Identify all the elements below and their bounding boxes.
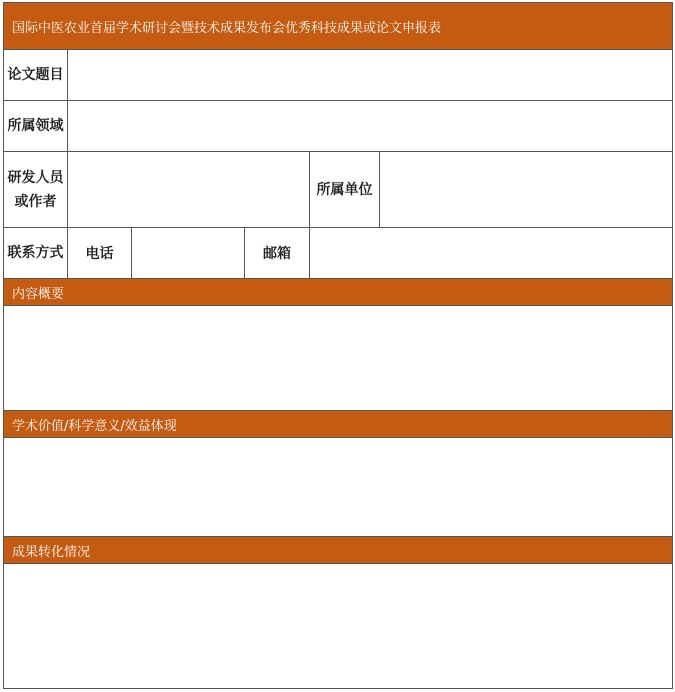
value-header-row (4, 411, 673, 438)
field-input[interactable] (68, 101, 673, 152)
field-row (4, 101, 673, 152)
value-input[interactable] (4, 438, 673, 537)
summary-header: 内容概要 (4, 279, 673, 306)
application-form (3, 2, 673, 689)
value-body-row (4, 438, 673, 537)
summary-body-row (4, 306, 673, 411)
email-label: 邮箱 (245, 228, 310, 279)
unit-input[interactable] (380, 152, 673, 228)
email-input[interactable] (310, 228, 673, 279)
phone-label: 电话 (68, 228, 132, 279)
paper-title-label: 论文题目 (4, 50, 68, 101)
summary-input[interactable] (4, 306, 673, 411)
unit-label: 所属单位 (310, 152, 380, 228)
transfer-header-row (4, 537, 673, 564)
paper-title-row (4, 50, 673, 101)
contact-row (4, 228, 673, 279)
form-title: 国际中医农业首届学术研讨会暨技术成果发布会优秀科技成果或论文申报表 (4, 3, 673, 50)
transfer-body-row (4, 564, 673, 689)
paper-title-field[interactable] (68, 50, 673, 101)
field-label: 所属领域 (4, 101, 68, 152)
contact-label: 联系方式 (4, 228, 68, 279)
author-row (4, 152, 673, 228)
author-input[interactable] (68, 152, 310, 228)
form-title-row (4, 3, 673, 50)
author-label: 研发人员或作者 (4, 152, 68, 228)
summary-header-row (4, 279, 673, 306)
transfer-input[interactable] (4, 564, 673, 689)
transfer-header: 成果转化情况 (4, 537, 673, 564)
value-header: 学术价值/科学意义/效益体现 (4, 411, 673, 438)
phone-input[interactable] (132, 228, 245, 279)
